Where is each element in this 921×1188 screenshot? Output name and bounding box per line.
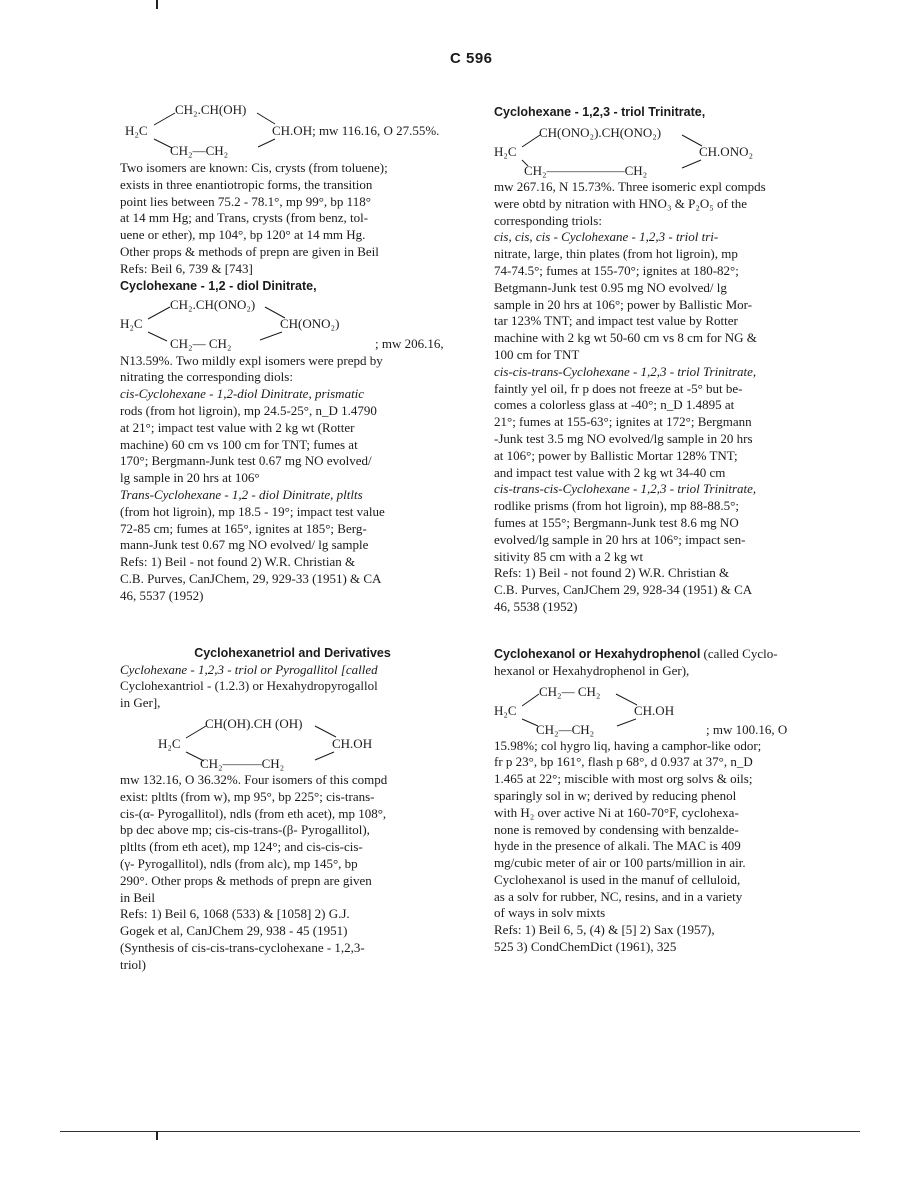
formula-bottom: CH₂———CH₂ xyxy=(200,755,285,771)
text-line: rods (from hot ligroin), mp 24.5-25°, n_D 1.4790 xyxy=(120,402,377,418)
formula-top: CH₂— CH₂ xyxy=(539,683,601,699)
formula-mw: ; mw 206.16, xyxy=(375,335,444,351)
text-line: corresponding triols: xyxy=(494,212,602,228)
text-line: Refs: Beil 6, 739 & [743] xyxy=(120,260,253,276)
text-line: at 21°; impact test value with 2 kg wt (Rotter xyxy=(120,419,355,435)
left-column xyxy=(120,100,465,973)
text-line: 15.98%; col hygro liq, having a camphor-like odor; xyxy=(494,737,762,753)
text-line: uene or ether), mp 104°, bp 120° at 14 mm Hg. xyxy=(120,227,366,243)
bond-line xyxy=(682,135,702,146)
text-line: rodlike prisms (from hot ligroin), mp 88-88.5°; xyxy=(494,498,739,514)
text-line: at 14 mm Hg; and Trans, crysts (from benz, tol- xyxy=(120,210,369,226)
text-line: 46, 5537 (1952) xyxy=(120,587,204,603)
text-line: in Beil xyxy=(120,889,156,905)
text-line: in Ger], xyxy=(120,695,161,711)
text-line: Two isomers are known: Cis, crysts (from toluene); xyxy=(120,160,388,175)
text-line: none is removed by condensing with benzalde- xyxy=(494,821,739,837)
text-line: were obtd by nitration with HNO₃ & P₂O₅ of the xyxy=(494,195,747,211)
text-line: as a solv for rubber, NC, resins, and in a variety xyxy=(494,888,743,904)
text-line: sparingly sol in w; derived by reducing phenol xyxy=(494,787,737,803)
text-line: 1.465 at 22°; miscible with most org solvs & oils; xyxy=(494,771,753,787)
text-line: (Synthesis of cis-cis-trans-cyclohexane - 1,2,3- xyxy=(120,939,365,955)
text-block-diol-dinitrate xyxy=(120,353,465,605)
text-block-cyclohexanol-intro xyxy=(494,663,824,680)
text-line: Cyclohexanol is used in the manuf of celluloid, xyxy=(494,871,741,887)
formula-top: CH(OH).CH (OH) xyxy=(205,715,303,731)
text-block-cyclohexanol xyxy=(494,738,824,956)
bond-line xyxy=(617,719,636,726)
text-line: machine) 60 cm vs 100 cm for TNT; fumes at xyxy=(120,436,358,452)
text-line: point lies between 75.2 - 78.1°, mp 99°, bp 118° xyxy=(120,193,371,209)
formula-bottom: CH₂—CH₂ xyxy=(536,721,595,737)
formula-cyclohexanol xyxy=(494,680,824,738)
text-line: 290°. Other props & methods of prepn are given xyxy=(120,872,372,888)
text-line: bp dec above mp; cis-cis-trans-(β- Pyrogallitol), xyxy=(120,822,370,838)
formula-left: H₂C xyxy=(120,315,143,331)
text-line: 525 3) CondChemDict (1961), 325 xyxy=(494,939,677,955)
text-line: fumes at 155°; Bergmann-Junk test 8.6 mg NO xyxy=(494,514,739,530)
text-line: pltlts (from eth acet), mp 124°; and cis-cis-cis- xyxy=(120,839,363,855)
text-line: C.B. Purves, CanJChem, 29, 929-33 (1951) & CA xyxy=(120,570,382,586)
text-line: mg/cubic meter of air or 100 parts/million in air. xyxy=(494,855,746,871)
bond-line xyxy=(260,332,282,340)
bottom-edge-mark xyxy=(156,1131,158,1140)
bond-line xyxy=(315,726,336,737)
text-line: of ways in solv mixts xyxy=(494,905,606,921)
text-line: (γ- Pyrogallitol), ndls (from alc), mp 145°, bp xyxy=(120,855,358,871)
text-line: -Junk test 3.5 mg NO evolved/lg sample in 20 hrs xyxy=(494,430,753,446)
text-line: mann-Junk test 0.67 mg NO evolved/ lg sample xyxy=(120,537,369,553)
text-line: tar 123% TNT; and impact test value by Rotter xyxy=(494,313,738,329)
text-line: Refs: 1) Beil - not found 2) W.R. Christian & xyxy=(120,554,356,570)
formula-bottom: CH₂— CH₂ xyxy=(170,335,232,351)
formula-top: CH₂.CH(ONO₂) xyxy=(170,296,256,312)
section-gap xyxy=(120,605,465,645)
text-line: cis-(α- Pyrogallitol), ndls (from eth acet), mp 108°, xyxy=(120,805,387,821)
text-line: mw 267.16, N 15.73%. Three isomeric expl compds xyxy=(494,179,766,194)
text-line: evolved/lg sample in 20 hrs at 106°; impact sen- xyxy=(494,531,746,547)
text-line: Betgmann-Junk test 0.95 mg NO evolved/ lg xyxy=(494,279,727,295)
text-line: cis-Cyclohexane - 1,2-diol Dinitrate, prismatic xyxy=(120,386,365,402)
formula-triol xyxy=(120,712,465,772)
text-line: Refs: 1) Beil - not found 2) W.R. Christian & xyxy=(494,565,730,581)
formula-diol-dinitrate xyxy=(120,295,465,353)
bond-line xyxy=(154,113,175,125)
text-block-diol xyxy=(120,160,465,278)
text-line: Cyclohexane - 1,2,3 - triol or Pyrogallitol [called xyxy=(120,661,378,677)
formula-bottom: CH₂—CH₂ xyxy=(170,143,229,158)
text-line: cis-cis-trans-Cyclohexane - 1,2,3 - triol Trinitrate, xyxy=(494,363,757,379)
text-line: sample in 20 hrs at 106°; power by Ballistic Mor- xyxy=(494,296,753,312)
section-heading: Cyclohexanol or Hexahydrophenol xyxy=(494,646,701,661)
formula-top: CH(ONO₂).CH(ONO₂) xyxy=(539,125,662,140)
page-number: C 596 xyxy=(450,50,493,67)
text-line: sitivity 85 cm with a 2 kg wt xyxy=(494,548,644,564)
text-line: 21°; fumes at 155-63°; ignites at 172°; Bergmann xyxy=(494,414,752,430)
bond-line xyxy=(315,752,334,760)
formula-triol-trinitrate xyxy=(494,121,824,179)
text-line: Refs: 1) Beil 6, 1068 (533) & [1058] 2) G.J. xyxy=(120,906,350,922)
text-line: cis, cis, cis - Cyclohexane - 1,2,3 - triol tri- xyxy=(494,229,719,245)
text-line: N13.59%. Two mildly expl isomers were prepd by xyxy=(120,352,383,368)
formula-right: CH(ONO₂) xyxy=(280,315,340,331)
bottom-rule xyxy=(60,1131,860,1132)
heading-tail: (called Cyclo- xyxy=(700,645,778,661)
text-line: machine with 2 kg wt 50-60 cm vs 8 cm for NG & xyxy=(494,330,757,346)
formula-top: CH₂.CH(OH) xyxy=(175,102,247,117)
section-heading-line xyxy=(494,646,824,663)
bond-line xyxy=(148,307,170,319)
top-edge-mark xyxy=(156,0,158,9)
text-line: triol) xyxy=(120,956,146,972)
bond-line xyxy=(257,113,275,124)
formula-left: H₂C xyxy=(494,702,517,718)
text-line: nitrating the corresponding diols: xyxy=(120,369,293,385)
text-line: 72-85 cm; fumes at 165°, ignites at 185°; Berg- xyxy=(120,520,367,536)
formula-right: CH.OH xyxy=(332,735,373,751)
formula-cyclohexanediol xyxy=(120,100,465,160)
text-line: Other props & methods of prepn are given in Beil xyxy=(120,243,379,259)
text-line: mw 132.16, O 36.32%. Four isomers of this compd xyxy=(120,771,388,787)
text-line: (from hot ligroin), mp 18.5 - 19°; impact test value xyxy=(120,503,385,519)
formula-right: CH.ONO₂ xyxy=(699,144,754,159)
text-line: and impact test value with 2 kg wt 34-40 cm xyxy=(494,464,726,480)
text-line: Cyclohexantriol - (1.2.3) or Hexahydropyrogallol xyxy=(120,678,378,694)
bond-line xyxy=(682,160,701,168)
text-line: Gogek et al, CanJChem 29, 938 - 45 (1951) xyxy=(120,923,348,939)
formula-left: H₂C xyxy=(494,144,517,159)
text-block-trinitrate xyxy=(494,179,824,616)
text-line: nitrate, large, thin plates (from hot ligroin), mp xyxy=(494,246,738,262)
right-column xyxy=(494,104,824,956)
bond-line xyxy=(265,307,285,318)
text-line: lg sample in 20 hrs at 106° xyxy=(120,470,260,486)
bond-line xyxy=(148,332,167,341)
formula-right: CH.OH; mw 116.16, O 27.55%. xyxy=(272,123,440,138)
text-line: Refs: 1) Beil 6, 5, (4) & [5] 2) Sax (1957), xyxy=(494,922,715,938)
section-heading: Cyclohexanetriol and Derivatives xyxy=(194,645,391,660)
bond-line xyxy=(522,135,540,147)
formula-left: H₂C xyxy=(158,735,181,751)
bond-line xyxy=(522,694,539,706)
section-heading: Cyclohexane - 1,2,3 - triol Trinitrate, xyxy=(494,105,706,119)
text-line: exist: pltlts (from w), mp 95°, bp 225°; cis-trans- xyxy=(120,788,375,804)
section-gap xyxy=(494,616,824,646)
text-line: comes a colorless glass at -40°; n_D 1.4895 at xyxy=(494,397,735,413)
text-line: cis-trans-cis-Cyclohexane - 1,2,3 - triol Trinitrate, xyxy=(494,481,757,497)
text-line: 74-74.5°; fumes at 155-70°; ignites at 180-82°; xyxy=(494,262,739,278)
text-line: at 106°; power by Ballistic Mortar 128% TNT; xyxy=(494,447,738,463)
formula-right: CH.OH xyxy=(634,702,675,718)
text-line: hyde in the presence of alkali. The MAC is 409 xyxy=(494,838,741,854)
text-block-triol-intro xyxy=(120,662,465,712)
formula-bottom: CH₂——————CH₂ xyxy=(524,163,648,178)
text-line: fr p 23°, bp 161°, flash p 68°, d 0.937 at 37°, n_D xyxy=(494,754,753,770)
text-line: 46, 5538 (1952) xyxy=(494,598,578,614)
text-line: hexanol or Hexahydrophenol in Ger), xyxy=(494,662,690,678)
text-line: exists in three enantiotropic forms, the transition xyxy=(120,176,373,192)
text-line: C.B. Purves, CanJChem 29, 928-34 (1951) & CA xyxy=(494,582,753,598)
formula-mw: ; mw 100.16, O xyxy=(706,721,788,737)
text-line: with H₂ over active Ni at 160-70°F, cyclohexa- xyxy=(494,804,739,820)
bond-line xyxy=(258,139,275,147)
text-line: faintly yel oil, fr p does not freeze at -5° but be- xyxy=(494,380,743,396)
section-heading: Cyclohexane - 1,2 - diol Dinitrate, xyxy=(120,278,317,293)
text-block-triol xyxy=(120,772,465,974)
bond-line xyxy=(186,726,206,738)
formula-left: H₂C xyxy=(125,123,148,138)
text-line: 100 cm for TNT xyxy=(494,346,580,362)
bond-line xyxy=(616,694,637,705)
text-line: Trans-Cyclohexane - 1,2 - diol Dinitrate, pltlts xyxy=(120,486,363,502)
text-line: 170°; Bergmann-Junk test 0.67 mg NO evolved/ xyxy=(120,453,372,469)
